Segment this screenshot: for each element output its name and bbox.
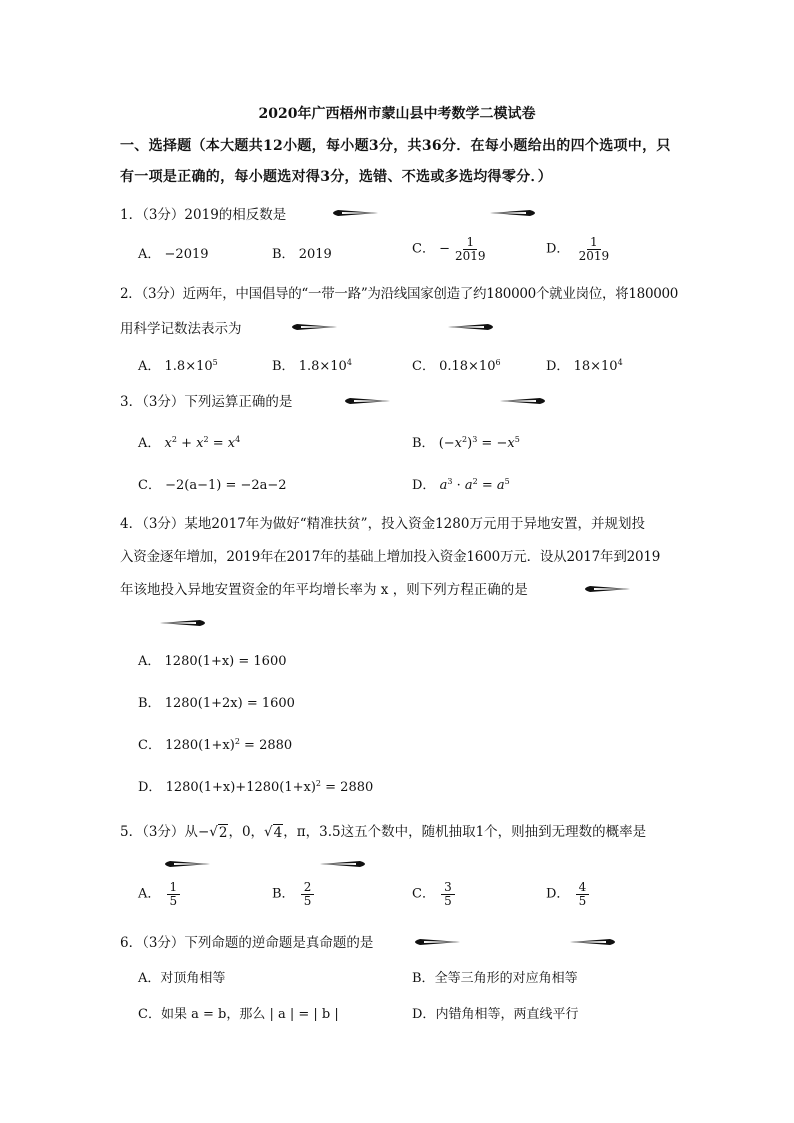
q1-stem: 1．（3分）2019的相反数是 [120,207,287,223]
q4-stem-line1: 4．（3分）某地2017年为做好“精准扶贫”，投入资金1280万元用于异地安置，并规划投 [120,516,645,532]
q6-option-b[interactable] [412,967,578,986]
option-value: 0.18×10 [439,359,496,374]
option-label: D． [546,241,570,257]
option-value: 对顶角相等 [160,971,226,986]
answer-bracket-right-icon [158,618,210,628]
q2-option-a[interactable] [138,355,218,374]
numerator: 1 [587,236,601,250]
exam-title: 2020年广西梧州市蒙山县中考数学二模试卷 [258,106,536,122]
denominator: 2019 [455,248,486,263]
denominator: 5 [444,893,452,908]
option-label: A． [138,436,161,451]
q4-stem-line2: 入资金逐年增加，2019年在2017年的基础上增加投入资金1600万元．设从2017年到2019 [120,549,661,565]
option-label: C． [412,241,435,257]
option-value: 全等三角形的对应角相等 [434,971,578,986]
fraction [576,236,613,262]
option-formula: $x^2 + x^2 = x^4$ [164,435,241,451]
q6-option-c[interactable] [138,1003,339,1022]
option-label: B． [272,886,295,902]
option-label: B． [412,436,435,451]
section-heading-line2: 有一项是正确的，每小题选对得3分，选错、不选或多选均得零分．） [120,169,553,185]
denominator: 5 [169,893,178,908]
answer-bracket-left-icon [410,937,462,947]
numerator: 1 [463,236,477,250]
q2-option-d[interactable] [546,355,623,374]
answer-bracket-right-icon [446,322,498,332]
option-value: 如果 a = b，那么 | a | = | b | [160,1007,339,1022]
numerator: 3 [441,881,455,895]
q1-option-a[interactable] [138,243,209,262]
q4-option-c[interactable] [138,734,292,753]
option-formula: 1280(1+x) = 1600 [164,654,287,669]
q1-option-b[interactable] [272,243,332,262]
q2-stem-line1: 2．（3分）近两年，中国倡导的“一带一路”为沿线国家创造了约180000个就业岗位，将180000 [120,286,679,302]
q5-option-a[interactable] [138,881,182,907]
exponent: 5 [212,358,218,367]
option-label: D． [546,886,570,902]
option-formula: 1280(1+x) [165,738,235,753]
option-formula: $a^3 \cdot a^2 = a^5$ [439,477,510,493]
numerator: 1 [167,881,181,895]
option-label: A． [138,247,161,262]
option-value: 内错角相等，两直线平行 [435,1007,579,1022]
option-formula: $(-x^2)^3 = -x^5$ [438,435,520,451]
fraction [441,881,455,907]
numerator: 4 [576,881,590,895]
q5-numbers: − √ 2 ，0， √ 4 [197,824,283,841]
option-formula-tail: = 2880 [239,738,293,753]
option-label: A． [138,971,161,986]
answer-bracket-left-icon [340,396,392,406]
option-formula: 1280(1+2x) = 1600 [164,696,295,711]
q2-stem-line2: 用科学记数法表示为 [120,321,242,337]
minus-sign: − [439,241,450,257]
option-label: B． [138,696,161,711]
option-label: D． [546,359,570,374]
option-formula: −2(a−1) = −2a−2 [165,478,287,493]
option-label: D． [138,780,162,795]
option-label: B． [272,359,295,374]
option-formula: 1280(1+x)+1280(1+x) [165,780,316,795]
option-label: A． [138,359,161,374]
q4-option-a[interactable] [138,650,287,669]
option-value: 1.8×10 [298,359,347,374]
q4-stem-line3: 年该地投入异地安置资金的年平均增长率为 x ，则下列方程正确的是 [120,582,528,598]
answer-bracket-right-icon [568,937,620,947]
q5-stem-post: ，π，3.5这五个数中，随机抽取1个，则抽到无理数的概率是 [283,824,647,840]
option-label: A． [138,654,161,669]
option-label: C． [138,738,161,753]
answer-bracket-right-icon [498,396,550,406]
q1-option-d[interactable] [546,236,614,262]
q2-option-b[interactable] [272,355,352,374]
answer-bracket-left-icon [287,322,339,332]
answer-bracket-right-icon [488,208,540,218]
answer-bracket-right-icon [318,859,370,869]
denominator: 2019 [578,248,610,263]
q5-option-c[interactable] [412,881,457,907]
q6-option-d[interactable] [412,1003,578,1022]
q5-stem [120,820,646,841]
q6-stem: 6．（3分）下列命题的逆命题是真命题的是 [120,935,374,951]
option-value: 2019 [298,247,332,262]
option-label: B． [412,971,435,986]
q4-option-b[interactable] [138,692,295,711]
option-formula-tail: = 2880 [321,780,374,795]
option-label: C． [412,359,435,374]
fraction [301,881,315,907]
q2-option-c[interactable] [412,355,501,374]
q4-option-d[interactable] [138,776,373,795]
fraction [452,236,489,262]
option-label: C． [412,886,435,902]
fraction [167,881,181,907]
exponent: 4 [617,358,623,367]
option-value: 18×10 [573,359,618,374]
q3-option-a[interactable] [138,432,240,451]
q5-option-d[interactable] [546,881,591,907]
option-value: 1.8×10 [164,359,213,374]
exponent: 4 [346,358,352,367]
answer-bracket-left-icon [580,584,632,594]
option-label: A． [138,886,161,902]
exponent: 2 [234,737,240,746]
answer-bracket-left-icon [160,859,212,869]
answer-bracket-left-icon [328,208,380,218]
option-label: D． [412,478,436,493]
q3-option-c[interactable] [138,474,287,493]
q3-option-d[interactable] [412,474,510,493]
option-label: C． [138,478,161,493]
q3-stem: 3．（3分）下列运算正确的是 [120,394,293,410]
numerator: 2 [301,881,315,895]
q1-option-c[interactable] [412,236,491,262]
option-value: −2019 [164,247,209,262]
fraction [576,881,590,907]
option-label: C． [138,1007,161,1022]
q3-option-b[interactable] [412,432,520,451]
section-heading-line1: 一、选择题（本大题共12小题，每小题3分，共36分．在每小题给出的四个选项中，只 [120,138,671,154]
q5-stem-pre: 5．（3分）从 [120,824,198,840]
exponent: 2 [315,779,322,788]
q5-option-b[interactable] [272,881,316,907]
denominator: 5 [578,893,587,908]
option-label: B． [272,247,295,262]
denominator: 5 [303,893,312,908]
exponent: 6 [495,358,501,367]
option-label: D． [412,1007,436,1022]
q6-option-a[interactable] [138,967,225,986]
